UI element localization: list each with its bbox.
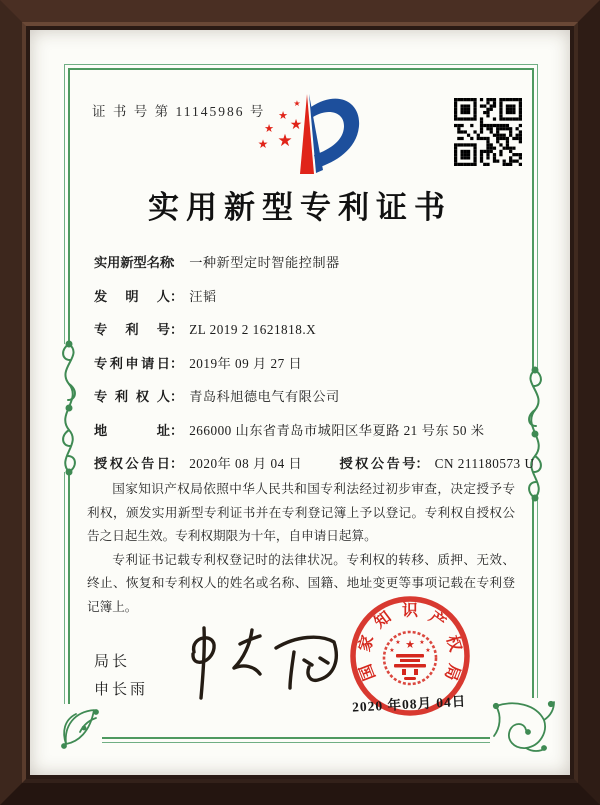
colon: ： — [170, 422, 184, 438]
svg-text:★: ★ — [389, 647, 395, 654]
svg-text:★: ★ — [395, 639, 401, 646]
field-label: 专利申请日 — [94, 355, 170, 371]
logo-red-pole — [300, 94, 314, 174]
signer-name: 申长雨 — [94, 682, 149, 698]
logo-p-bowl — [311, 99, 359, 168]
field-row-patentee — [94, 386, 514, 420]
svg-text:产: 产 — [425, 608, 449, 632]
signer-block — [94, 648, 148, 704]
certificate-title: 实用新型专利证书 — [148, 190, 452, 225]
director-signature — [168, 618, 353, 708]
field-row-name — [94, 252, 514, 286]
svg-text:★: ★ — [289, 117, 303, 133]
svg-text:★: ★ — [293, 99, 301, 108]
grant-no-pair — [339, 456, 534, 471]
svg-text:权: 权 — [442, 633, 464, 654]
legal-paragraph-2: 专利证书记载专利权登记时的法律状况。专利权的转移、质押、无效、终止、恢复和专利权人的姓名或名称、国籍、地址变更等事项记载在专利登记簿上。 — [87, 552, 515, 614]
svg-text:家: 家 — [356, 633, 378, 654]
field-label: 授权公告日 — [94, 456, 170, 471]
colon: ： — [170, 288, 184, 304]
svg-text:知: 知 — [371, 608, 395, 632]
field-value: 2019年 09 月 27 日 — [189, 355, 303, 371]
field-label: 授权公告号 — [339, 456, 416, 471]
field-value: 2020年 08 月 04 日 — [189, 456, 303, 471]
field-value: ZL 2019 2 1621818.X — [189, 322, 317, 337]
field-label: 实用新型名称 — [94, 255, 174, 270]
field-row-patent-no — [94, 319, 514, 353]
svg-text:识: 识 — [401, 602, 419, 620]
field-value: 青岛科旭德电气有限公司 — [189, 389, 340, 404]
legal-paragraph-1: 国家知识产权局依照中华人民共和国专利法经过初步审查，决定授予专利权，颁发实用新型专利证书并在专利登记簿上予以登记。专利权自授权公告之日起生效。专利权期限为十年，自申请日起算。 — [87, 482, 515, 543]
field-value: 汪韬 — [189, 288, 217, 304]
field-label: 专利权人 — [94, 389, 170, 404]
svg-text:★: ★ — [277, 131, 293, 151]
svg-text:★: ★ — [264, 122, 274, 135]
floral-ornament-bottom-right — [488, 694, 556, 754]
field-row-address — [94, 420, 514, 454]
svg-text:★: ★ — [419, 639, 425, 646]
colon: ： — [170, 255, 184, 270]
field-label: 专利号 — [94, 322, 170, 337]
svg-text:★: ★ — [405, 638, 415, 651]
field-row-inventor — [94, 286, 514, 320]
certificate-paper — [30, 30, 570, 775]
field-label: 地址 — [94, 422, 170, 438]
field-list — [94, 252, 535, 487]
svg-text:局: 局 — [441, 661, 463, 683]
scroll-ornament-left — [48, 340, 90, 476]
field-value: 一种新型定时智能控制器 — [189, 255, 340, 270]
field-value: CN 211180573 U — [434, 456, 535, 471]
qr-code — [454, 98, 522, 166]
colon: ： — [415, 456, 429, 471]
field-value: 266000 山东省青岛市城阳区华夏路 21 号东 50 米 — [189, 422, 485, 438]
seal-emblem — [384, 632, 436, 684]
colon: ： — [170, 322, 184, 337]
scroll-ornament-right — [514, 366, 556, 502]
floral-ornament-bottom-left — [54, 702, 104, 752]
logo-stars — [258, 99, 303, 151]
svg-text:★: ★ — [278, 109, 288, 122]
colon: ： — [170, 389, 184, 404]
svg-text:★: ★ — [425, 647, 431, 654]
seal-date: 2020 年08月 04日 — [351, 693, 467, 715]
field-label: 发明人 — [94, 288, 170, 304]
certificate-number: 证 书 号 第 11145986 号 — [92, 104, 266, 119]
svg-text:★: ★ — [257, 137, 269, 151]
svg-text:国: 国 — [357, 661, 379, 683]
signer-title: 局长 — [94, 654, 131, 670]
field-row-filing-date — [94, 353, 514, 387]
colon: ： — [170, 456, 184, 471]
cnipa-logo — [250, 82, 366, 186]
colon: ： — [170, 355, 184, 371]
